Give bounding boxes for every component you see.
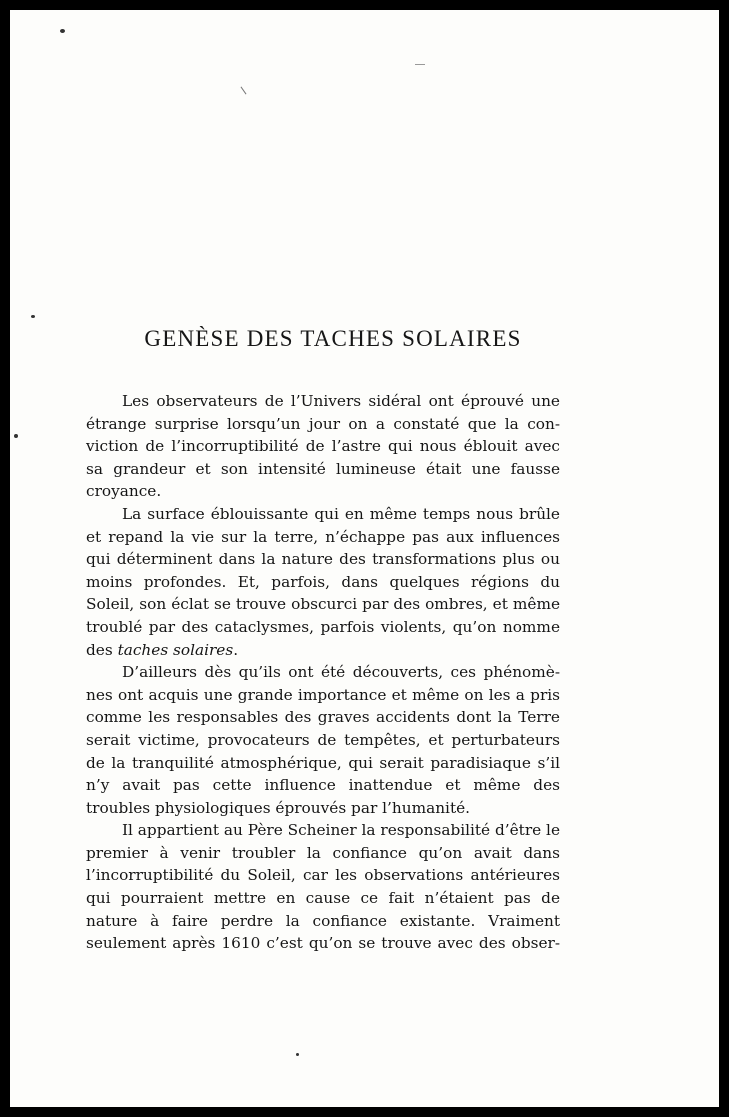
paragraph-3 bbox=[86, 661, 560, 819]
paragraph-3-text: D’ailleurs dès qu’ils ont été découverts, ces phénomènes ont acquis une grande importance et même on les a pris comme les responsables des graves accidents dont la Terre serait victime, provocateurs de tempêtes, et perturbateurs de la tranquilité atmosphérique, qui serait paradisiaque s’il n’y avait pas cette influence inattendue et même des troubles physiologiques éprouvés par l’humanité. bbox=[86, 663, 560, 817]
paragraph-2-end: . bbox=[233, 640, 239, 659]
paragraph-1 bbox=[86, 390, 560, 503]
page-title: GENÈSE DES TACHES SOLAIRES bbox=[144, 326, 522, 351]
scan-speck bbox=[60, 29, 65, 33]
paragraph-4-text: Il appartient au Père Scheiner la responsabilité d’être le premier à venir troubler la confiance qu’on avait dans l’incorruptibilité du Soleil, car les observations antérieures qui pourraient mettre en cause ce fait n’étaient pas de nature à faire perdre la confiance existante. Vraiment seulement après 1610 c’est qu’on se trouve avec des obser- bbox=[86, 821, 561, 953]
scan-speck bbox=[31, 315, 35, 318]
paragraph-2 bbox=[86, 503, 560, 661]
book-page bbox=[10, 10, 719, 1107]
scan-mark bbox=[415, 64, 425, 65]
body-text bbox=[86, 390, 560, 955]
scan-speck bbox=[14, 434, 18, 438]
paragraph-2-text: La surface éblouissante qui en même temps nous brûle et repand la vie sur la terre, n’échappe pas aux influences qui déterminent dans la nature des transformations plus ou moins profondes. Et, parfois, dans quelques régions du Soleil, son éclat se trouve obscurci par des ombres, et même troublé par des cataclysmes, parfois violents, qu’on nomme des bbox=[86, 504, 560, 659]
scan-mark bbox=[241, 87, 247, 95]
scan-speck bbox=[296, 1053, 299, 1056]
paragraph-4 bbox=[86, 819, 560, 955]
paragraph-1-text: Les observateurs de l’Univers sidéral ont éprouvé une étrange surprise lorsqu’un jour on a constaté que la conviction de l’incorruptibilité de l’astre qui nous éblouit avec sa grandeur et son intensité lumineuse était une fausse croyance. bbox=[86, 392, 560, 501]
paragraph-2-italic-term: taches solaires bbox=[117, 640, 234, 659]
